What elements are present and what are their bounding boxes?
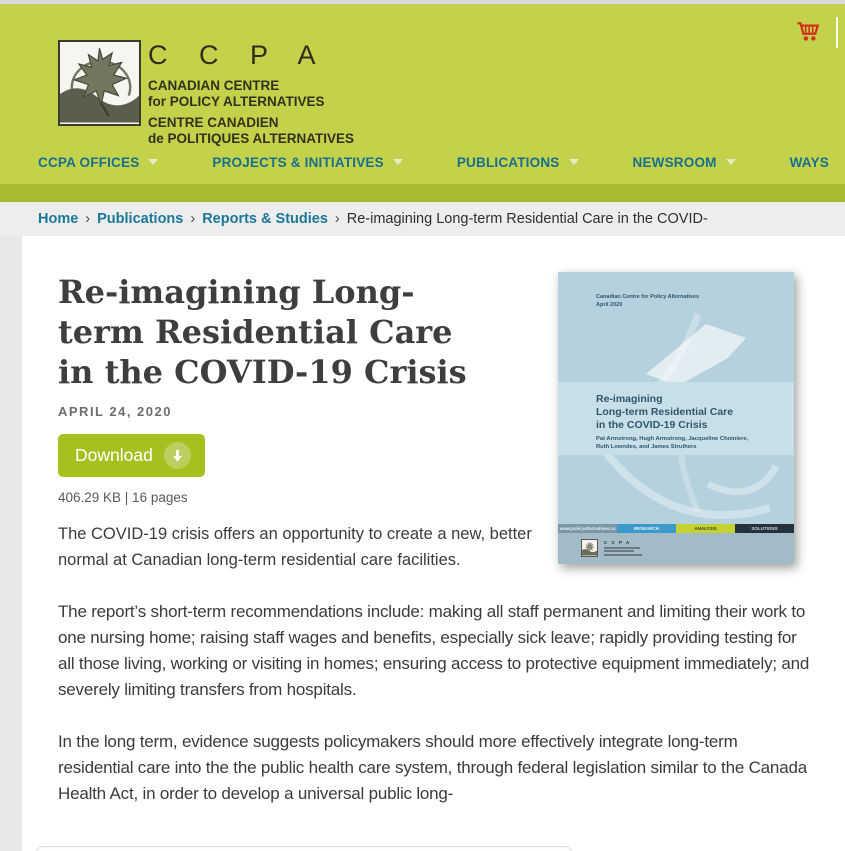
breadcrumb-link-home[interactable]: Home bbox=[38, 211, 79, 227]
cover-publisher: Canadian Centre for Policy Alternatives bbox=[596, 294, 700, 300]
cover-authors-line: Pat Armstrong, Hugh Armstrong, Jacqueline Choiniere, bbox=[596, 436, 749, 442]
breadcrumb-link-publications[interactable]: Publications bbox=[97, 211, 184, 227]
cover-micro-text-line bbox=[604, 550, 634, 552]
cover-micro-text-line bbox=[604, 547, 640, 549]
cover-bar-research: RESEARCH bbox=[617, 524, 676, 533]
main-navigation bbox=[0, 140, 845, 184]
cover-micro-text-line bbox=[604, 554, 642, 556]
chevron-down-icon bbox=[393, 159, 403, 165]
nav-bottom-strip bbox=[0, 184, 845, 202]
cover-title-line: Long-term Residential Care bbox=[596, 406, 734, 418]
cover-authors-line: Ruth Lowndes, and James Struthers bbox=[596, 444, 697, 450]
cover-publisher-block bbox=[596, 293, 699, 309]
nav-item-ways[interactable] bbox=[790, 155, 829, 170]
nav-label: PROJECTS & INITIATIVES bbox=[212, 154, 384, 170]
next-section-box bbox=[34, 846, 574, 851]
article-paragraph: In the long term, evidence suggests policymakers should more effectively integrate long-term residential care into the the public health care system, through federal legislation similar to the Canada Health Act, in order to develop a universal public long- bbox=[58, 732, 807, 803]
cover-title bbox=[596, 393, 733, 432]
article-panel bbox=[22, 236, 845, 851]
ccpa-maple-leaf-logo[interactable] bbox=[58, 40, 141, 126]
brand-line-en-1: CANADIAN CENTRE bbox=[148, 78, 280, 93]
report-cover-thumbnail[interactable] bbox=[558, 272, 794, 564]
cover-title-line: Re-imagining bbox=[596, 393, 663, 405]
site-header bbox=[0, 4, 845, 146]
brand-text-block bbox=[148, 40, 354, 147]
download-arrow-icon bbox=[164, 442, 191, 469]
publication-date: APRIL 24, 2020 bbox=[58, 404, 172, 419]
nav-item-ccpa-offices[interactable] bbox=[38, 155, 158, 170]
brand-line-en-2: for POLICY ALTERNATIVES bbox=[148, 94, 325, 109]
shopping-cart-icon[interactable] bbox=[794, 18, 822, 46]
cover-title-band bbox=[558, 382, 794, 455]
brand-line-fr-1: CENTRE CANADIEN bbox=[148, 115, 279, 130]
file-meta: 406.29 KB | 16 pages bbox=[58, 490, 188, 505]
chevron-down-icon bbox=[726, 159, 736, 165]
article-paragraph: The report’s short-term recommendations include: making all staff permanent and limiting their work to one nursing home; raising staff wages and benefits, especially sick leave; rapidly providing testing for all those living, working or visiting in homes; ensuring access to protective equipment immediately; and severely limiting transfers from hospitals. bbox=[58, 602, 810, 699]
page-title-line: Re-imagining Long- bbox=[58, 273, 415, 311]
cover-authors bbox=[596, 435, 748, 451]
nav-label: CCPA OFFICES bbox=[38, 154, 140, 170]
content-background bbox=[0, 236, 845, 851]
header-separator-line bbox=[836, 17, 838, 48]
nav-label: WAYS bbox=[789, 154, 829, 170]
breadcrumb bbox=[0, 202, 845, 236]
nav-label: NEWSROOM bbox=[632, 154, 717, 170]
breadcrumb-separator: › bbox=[334, 211, 340, 227]
breadcrumb-separator: › bbox=[85, 211, 91, 227]
cover-bar-website: www.policyalternatives.ca bbox=[559, 526, 616, 531]
breadcrumb-link-reports-studies[interactable]: Reports & Studies bbox=[202, 211, 328, 227]
page-title-line: in the COVID-19 Crisis bbox=[58, 353, 467, 391]
chevron-down-icon bbox=[569, 159, 579, 165]
nav-item-newsroom[interactable] bbox=[633, 155, 736, 170]
maple-leaf-icon bbox=[60, 42, 139, 124]
cover-bar-solutions: SOLUTIONS bbox=[735, 524, 794, 533]
brand-line-fr-2: de POLITIQUES ALTERNATIVES bbox=[148, 131, 355, 146]
cover-footer bbox=[558, 533, 794, 564]
cover-title-line: in the COVID-19 Crisis bbox=[596, 419, 708, 431]
download-button[interactable] bbox=[58, 434, 205, 477]
nav-item-projects-initiatives[interactable] bbox=[212, 155, 402, 170]
article-paragraph-summary: The COVID-19 crisis offers an opportunity to create a new, better normal at Canadian long-term residential care facilities. bbox=[58, 525, 532, 569]
brand-acronym: C C P A bbox=[148, 40, 328, 70]
cover-mini-logo bbox=[581, 539, 598, 557]
breadcrumb-separator: › bbox=[190, 211, 196, 227]
nav-label: PUBLICATIONS bbox=[456, 154, 560, 170]
cover-footer-bars bbox=[558, 524, 794, 533]
page-title-line: term Residential Care bbox=[58, 313, 453, 351]
cover-bar-analysis: ANALYSIS bbox=[676, 524, 735, 533]
download-button-label: Download bbox=[75, 445, 153, 465]
cover-mini-acronym: C C P A bbox=[604, 540, 631, 545]
cover-mini-brand bbox=[604, 540, 642, 556]
breadcrumb-current-page: Re-imagining Long-term Residential Care in the COVID- bbox=[346, 211, 708, 227]
nav-item-publications[interactable] bbox=[457, 155, 579, 170]
chevron-down-icon bbox=[148, 159, 158, 165]
cover-pub-date: April 2020 bbox=[596, 302, 623, 308]
